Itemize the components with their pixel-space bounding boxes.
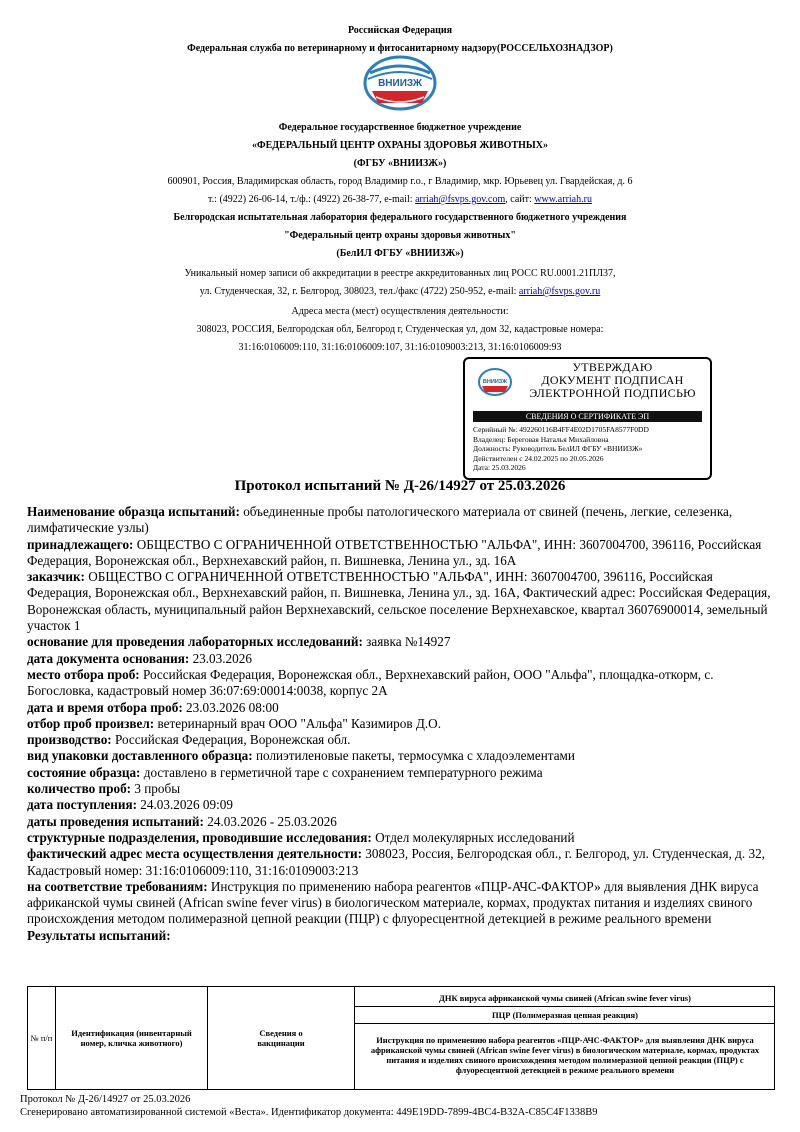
agency-line: Федеральная служба по ветеринарному и фитосанитарному надзору(РОССЕЛЬХОЗНАДЗОР) bbox=[187, 43, 613, 54]
col-identification: Идентификация (инвентарный номер, кличка животного) bbox=[56, 987, 208, 1089]
certificate-bar: СВЕДЕНИЯ О СЕРТИФИКАТЕ ЭП bbox=[473, 411, 702, 422]
email-link[interactable]: arriah@fsvps.gov.com bbox=[415, 194, 506, 205]
field-value: заявка №14927 bbox=[362, 634, 451, 650]
activity-address: 308023, РОССИЯ, Белгородская обл, Белгород г, Студенческая ул, дом 32, кадастровые номера: bbox=[196, 324, 604, 335]
protocol-field bbox=[27, 846, 775, 879]
field-label: вид упаковки доставленного образца: bbox=[27, 748, 253, 764]
field-label: даты проведения испытаний: bbox=[27, 813, 204, 829]
lab-line-2: "Федеральный центр охраны здоровья животных" bbox=[284, 230, 516, 241]
cert-owner: Владелец: Береговая Наталья Михайловна bbox=[473, 434, 609, 444]
protocol-field bbox=[27, 928, 775, 944]
results-table bbox=[27, 986, 775, 1090]
field-label: фактический адрес места осуществления деятельности: bbox=[27, 846, 362, 862]
protocol-field bbox=[27, 651, 775, 667]
protocol-field bbox=[27, 634, 775, 650]
protocol-field bbox=[27, 830, 775, 846]
field-label: на соответствие требованиям: bbox=[27, 878, 208, 894]
stamp-title: УТВЕРЖДАЮ ДОКУМЕНТ ПОДПИСАН ЭЛЕКТРОННОЙ ПОДПИСЬЮ bbox=[529, 360, 696, 400]
institution-type: Федеральное государственное бюджетное учреждение bbox=[278, 122, 522, 133]
protocol-field bbox=[27, 716, 775, 732]
field-value: Российская Федерация, Воронежская обл. bbox=[111, 732, 351, 748]
protocol-field bbox=[27, 814, 775, 830]
field-value: 3 пробы bbox=[131, 781, 181, 797]
field-label: дата поступления: bbox=[27, 797, 137, 813]
protocol-field bbox=[27, 700, 775, 716]
institution-contacts: т.: (4922) 26-06-14, т./ф.: (4922) 26-38-77, e-mail: arriah@fsvps.gov.com, сайт: www.arriah.ru bbox=[208, 194, 592, 205]
protocol-fields bbox=[27, 504, 775, 944]
field-label: заказчик: bbox=[27, 569, 85, 585]
field-value: полиэтиленовые пакеты, термосумка с хладоэлементами bbox=[252, 748, 575, 764]
protocol-field bbox=[27, 667, 775, 700]
protocol-field bbox=[27, 748, 775, 764]
accreditation-line: Уникальный номер записи об аккредитации в реестре аккредитованных лиц РОСС RU.0001.21ПЛ37, bbox=[184, 268, 616, 279]
lab-line-1: Белгородская испытательная лаборатория федерального государственного бюджетного учреждения bbox=[173, 212, 627, 223]
col-vaccination: Сведения о вакцинации bbox=[208, 987, 355, 1089]
field-label: дата документа основания: bbox=[27, 650, 190, 666]
col-number: № п/п bbox=[28, 987, 56, 1089]
signature-stamp bbox=[463, 357, 712, 480]
vniizzh-logo bbox=[362, 55, 438, 111]
row-analyte: ДНК вируса африканской чумы свиней (African swine fever virus) bbox=[355, 990, 775, 1007]
stamp-logo-text: ВНИИЗЖ bbox=[482, 379, 508, 385]
field-label: дата и время отбора проб: bbox=[27, 699, 183, 715]
field-label: отбор проб произвел: bbox=[27, 715, 155, 731]
field-label: Результаты испытаний: bbox=[27, 927, 171, 943]
field-value: Российская Федерация, Воронежская обл., Верхнехавский район, ООО "Альфа", площадка-откорм, с. Богословка, кадастровый номер 36:07:69:00014:0038, корпус 2А bbox=[27, 666, 714, 699]
field-value: Отдел молекулярных исследований bbox=[371, 829, 575, 845]
footer-protocol: Протокол № Д-26/14927 от 25.03.2026 bbox=[20, 1094, 191, 1105]
field-label: структурные подразделения, проводившие исследования: bbox=[27, 829, 372, 845]
protocol-field bbox=[27, 879, 775, 928]
field-value: 24.03.2026 - 25.03.2026 bbox=[203, 813, 337, 829]
field-value: доставлено в герметичной таре с сохранением температурного режима bbox=[140, 764, 543, 780]
protocol-field bbox=[27, 732, 775, 748]
row-method: ПЦР (Полимеразная цепная реакция) bbox=[355, 1007, 775, 1024]
protocol-title: Протокол испытаний № Д-26/14927 от 25.03.2026 bbox=[234, 478, 566, 494]
field-value: Инструкция по применению набора реагентов «ПЦР-АЧС-ФАКТОР» для выявления ДНК вируса африканской чумы свиней (African swine fever virus) в биологическом материале, кормах, продуктах питания и изделиях свиного происхождения методом полимеразной цепной реакции (ПЦР) с флуоресцентной детекцией в режиме реального времени bbox=[27, 878, 759, 927]
field-value: 23.03.2026 bbox=[189, 650, 252, 666]
row-instruction: Инструкция по применению набора реагентов «ПЦР-АЧС-ФАКТОР» для выявления ДНК вируса африканской чумы свиней (African swine fever virus) в биологическом материале, кормах, продуктах питания и изделиях свиного происхождения методом полимеразной цепной реакции (ПЦР) с флуоресцентной детекцией в режиме реального времени bbox=[370, 1035, 760, 1075]
protocol-field bbox=[27, 569, 775, 634]
field-label: производство: bbox=[27, 732, 112, 748]
protocol-field bbox=[27, 781, 775, 797]
institution-name: «ФЕДЕРАЛЬНЫЙ ЦЕНТР ОХРАНЫ ЗДОРОВЬЯ ЖИВОТНЫХ» bbox=[252, 140, 548, 151]
lab-address: ул. Студенческая, 32, г. Белгород, 308023, тел./факс (4722) 250-952, e-mail: arriah@fsvps.gov.ru bbox=[199, 286, 601, 297]
stamp-logo bbox=[477, 367, 513, 397]
site-link[interactable]: www.arriah.ru bbox=[534, 194, 592, 205]
lab-line-3: (БелИЛ ФГБУ «ВНИИЗЖ») bbox=[336, 248, 464, 259]
cert-position: Должность: Руководитель БелИЛ ФГБУ «ВНИИЗЖ» bbox=[473, 444, 643, 453]
logo-text: ВНИИЗЖ bbox=[378, 78, 422, 89]
protocol-field bbox=[27, 765, 775, 781]
cert-valid: Действителен с 24.02.2025 по 20.05.2026 bbox=[473, 453, 604, 463]
field-value: ветеринарный врач ООО "Альфа" Казимиров Д.О. bbox=[154, 715, 441, 731]
field-value: ОБЩЕСТВО С ОГРАНИЧЕННОЙ ОТВЕТСТВЕННОСТЬЮ "АЛЬФА", ИНН: 3607004700, 396116, Российская Федерация, Воронежская обл., Верхнехавский район, п. Вишневка, Ленина ул., зд. 16А, Фактический адрес: Российская Федерация, Воронежская область, муниципальный район Верхнехавский, сельское поселение Верхнехавское, квартал 36076900014, земельный участок 1 bbox=[27, 569, 771, 634]
protocol-field bbox=[27, 537, 775, 570]
field-value: 23.03.2026 08:00 bbox=[182, 699, 279, 715]
cert-serial: Серийный №: 492260116B4FF4E02D1705FA8577F0DD bbox=[473, 425, 649, 434]
institution-abbr: (ФГБУ «ВНИИЗЖ») bbox=[353, 158, 447, 169]
country-line: Российская Федерация bbox=[347, 25, 453, 36]
protocol-field bbox=[27, 504, 775, 537]
field-label: количество проб: bbox=[27, 781, 132, 797]
field-value: 24.03.2026 09:09 bbox=[136, 797, 233, 813]
lab-email-link[interactable]: arriah@fsvps.gov.ru bbox=[518, 286, 601, 297]
cadastral-numbers: 31:16:0106009:110, 31:16:0106009:107, 31:16:0109003:213, 31:16:0106009:93 bbox=[238, 342, 562, 353]
protocol-field bbox=[27, 797, 775, 813]
field-label: место отбора проб: bbox=[27, 666, 140, 682]
field-label: основание для проведения лабораторных исследований: bbox=[27, 634, 363, 650]
field-label: Наименование образца испытаний: bbox=[27, 504, 240, 519]
field-label: принадлежащего: bbox=[27, 536, 134, 552]
institution-address: 600901, Россия, Владимирская область, город Владимир г.о., г Владимир, мкр. Юрьевец ул. Гвардейская, д. 6 bbox=[167, 176, 633, 187]
field-label: состояние образца: bbox=[27, 764, 141, 780]
field-value: ОБЩЕСТВО С ОГРАНИЧЕННОЙ ОТВЕТСТВЕННОСТЬЮ "АЛЬФА", ИНН: 3607004700, 396116, Российская Федерация, Воронежская обл., Верхнехавский район, п. Вишневка, Ленина ул., зд. 16А bbox=[27, 536, 762, 568]
footer-generated: Сгенерировано автоматизированной системой «Веста». Идентификатор документа: 449E19DD-7899-4BC4-B32A-C85C4F1338B9 bbox=[20, 1107, 598, 1118]
field-value: 308023, Россия, Белгородская обл., г. Белгород, ул. Студенческая, д. 32, Кадастровый номер: 31:16:0106009:110, 31:16:0109003:213 bbox=[27, 846, 765, 878]
activity-title: Адреса места (мест) осуществления деятельности: bbox=[291, 306, 509, 317]
certificate-details bbox=[473, 425, 708, 473]
cert-date: Дата: 25.03.2026 bbox=[473, 463, 526, 472]
field-value: объединенные пробы патологического материала от свиней (печень, легкие, селезенка, лимфатические узлы) bbox=[27, 504, 733, 536]
